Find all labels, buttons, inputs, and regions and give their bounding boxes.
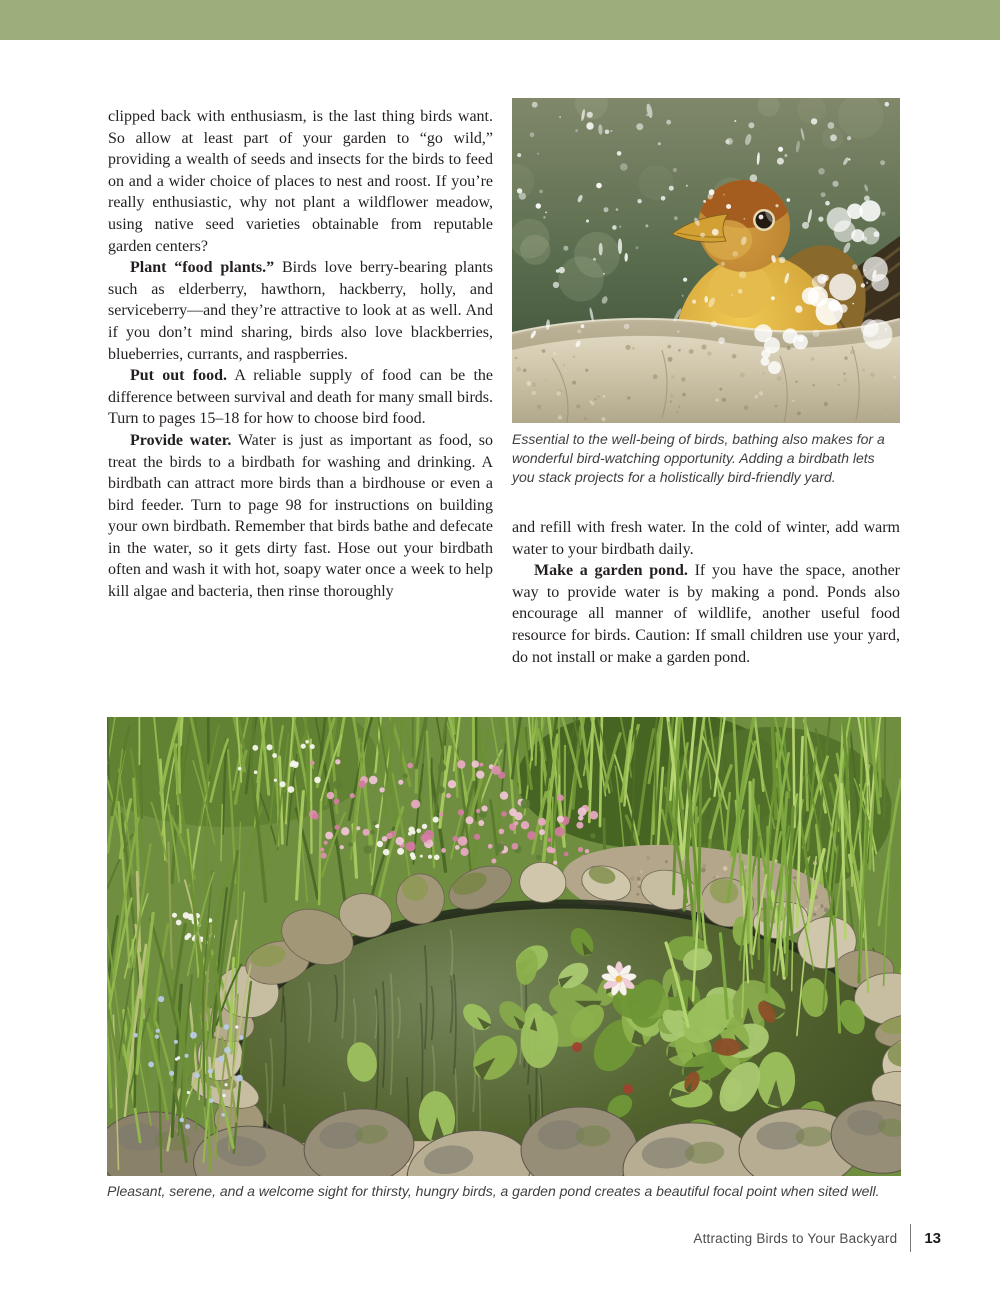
paragraph — [108, 106, 493, 257]
paragraph-lead: Plant “food plants.” — [130, 259, 275, 277]
page-number: 13 — [924, 1229, 941, 1247]
paragraph-text: A reliable supply of food can be the difference between survival and death for many small birds. Turn to pages 15–18 for how to choose bird food. — [108, 367, 494, 428]
birdbath-photo — [512, 98, 900, 423]
paragraph-text: If you have the space, another way to provide water is by making a pond. Ponds also encourage all manner of wildlife, another useful food resource for birds. Caution: If small children use your yard, do not install or make a garden pond. — [512, 562, 900, 666]
header-bar — [0, 0, 1000, 40]
pond-photo — [107, 717, 901, 1176]
paragraph-text: clipped back with enthusiasm, is the last thing birds want. So allow at least part of your garden to “go wild,” providing a wealth of seeds and insects for the birds to feed on and a wider choice of places to nest and roost. If you’re really enthusiastic, why not plant a wildflower meadow, using native seed varieties obtainable from reputable garden centers? — [108, 108, 493, 255]
paragraph — [108, 257, 493, 365]
paragraph-text: and refill with fresh water. In the cold of winter, add warm water to your birdbath daily. — [512, 519, 900, 558]
paragraph-text: Birds love berry-bearing plants such as elderberry, hawthorn, hackberry, holly, and serviceberry—and they’re attractive to look at as well. And if you don’t mind sharing, birds also love blackberries, blueberries, currants, and raspberries. — [108, 259, 494, 363]
paragraph — [108, 430, 493, 603]
left-column — [108, 106, 493, 603]
right-column — [512, 517, 900, 668]
running-footer-title: Attracting Birds to Your Backyard — [693, 1230, 898, 1246]
pond-caption: Pleasant, serene, and a welcome sight for thirsty, hungry birds, a garden pond creates a beautiful focal point when sited well. — [107, 1183, 880, 1199]
paragraph — [512, 517, 900, 560]
paragraph-lead: Put out food. — [130, 367, 227, 385]
paragraph — [108, 365, 493, 430]
page-footer — [693, 1224, 941, 1252]
paragraph-lead: Make a garden pond. — [534, 562, 688, 580]
paragraph-text: Water is just as important as food, so treat the birds to a birdbath for washing and drinking. A birdbath can attract more birds than a birdhouse or even a bird feeder. Turn to page 98 for instructions on building your own birdbath. Remember that birds bathe and defecate in the water, so it gets dirty fast. Hose out your birdbath often and wash it with hot, soapy water once a week to help kill algae and bacteria, then rinse thoroughly — [108, 431, 493, 601]
footer-divider — [910, 1224, 911, 1252]
birdbath-caption: Essential to the well-being of birds, bathing also makes for a wonderful bird-watching opportunity. Adding a birdbath lets you stack projects for a holistically bird-friendly yard. — [512, 431, 885, 485]
paragraph-lead: Provide water. — [130, 431, 232, 449]
paragraph — [512, 560, 900, 668]
